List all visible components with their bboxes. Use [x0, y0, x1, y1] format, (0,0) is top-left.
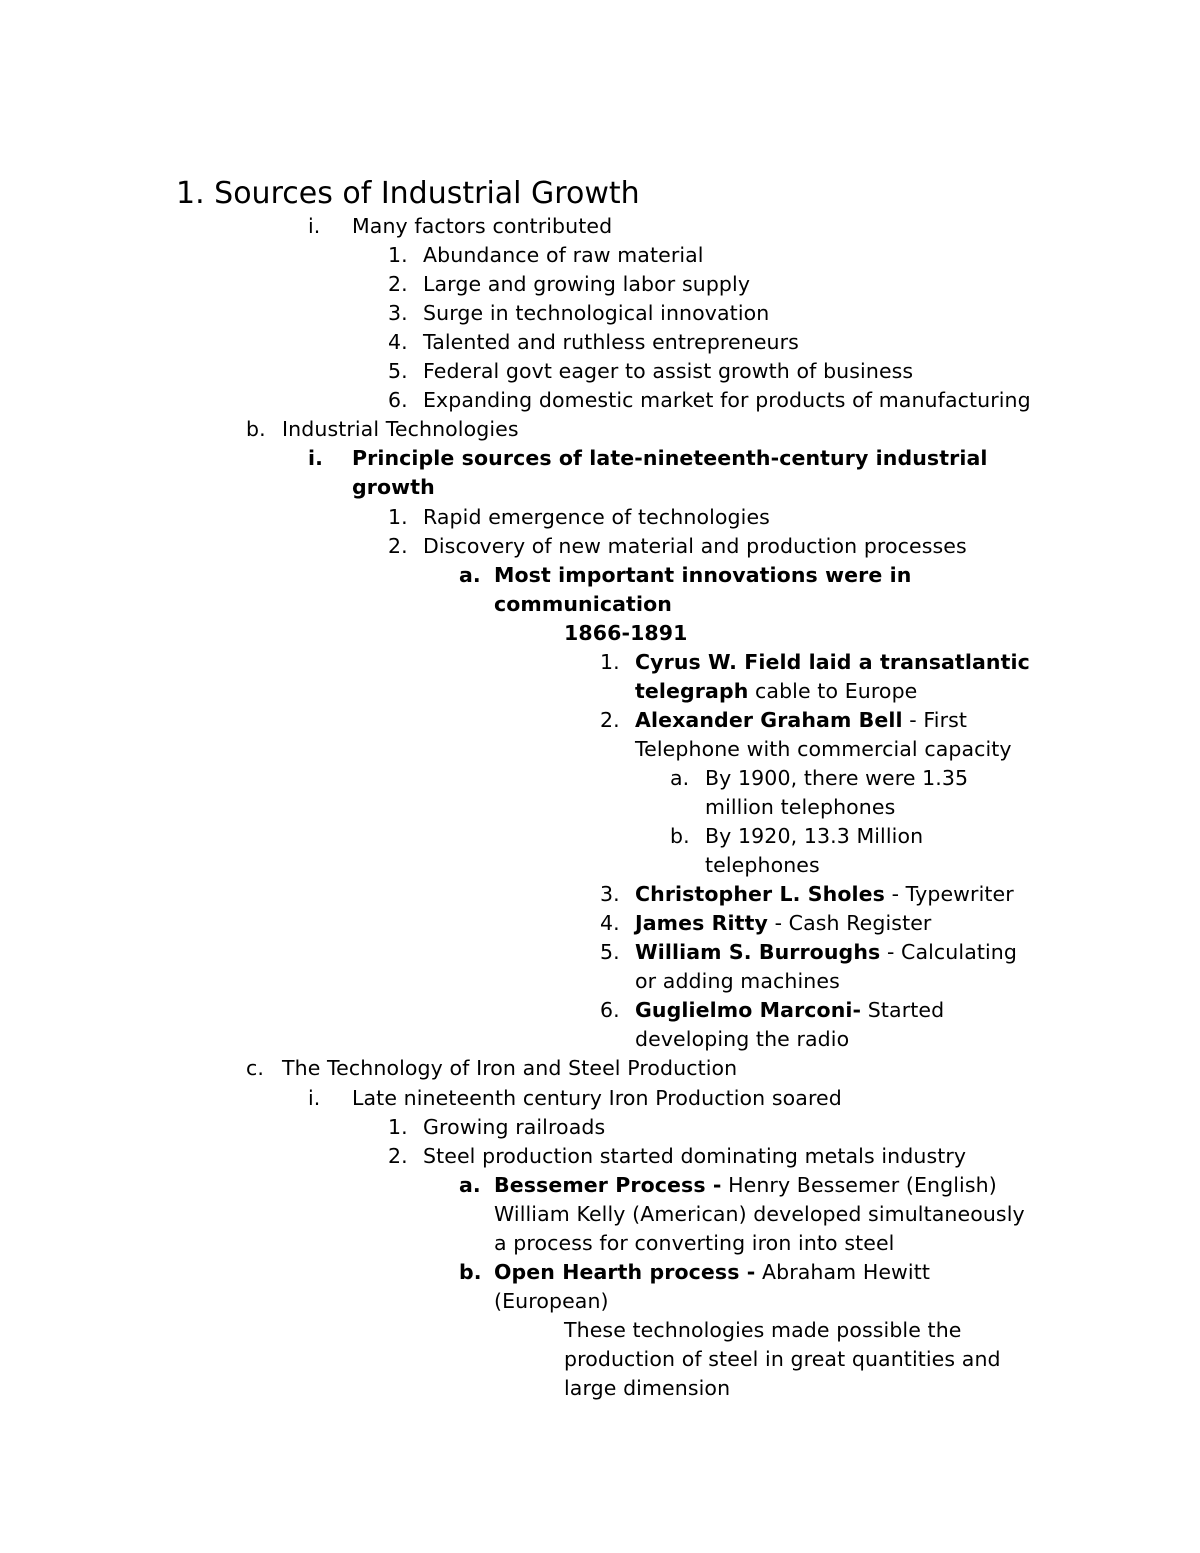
list-marker: 2.: [388, 534, 408, 558]
bold-text: communication: [494, 592, 672, 616]
outline-item: [423, 299, 769, 328]
section-heading: 1. Sources of Industrial Growth: [176, 176, 640, 211]
outline-item: [352, 473, 435, 502]
list-marker: 1.: [388, 1115, 408, 1139]
plain-text: (European): [494, 1289, 609, 1313]
plain-text: Discovery of new material and production processes: [423, 534, 967, 558]
outline-item: [635, 735, 1012, 764]
plain-text: telephones: [705, 853, 820, 877]
plain-text: Abundance of raw material: [423, 243, 704, 267]
list-marker: 1.: [600, 650, 620, 674]
list-marker: 1.: [388, 505, 408, 529]
outline-item: [635, 880, 1014, 909]
list-marker: 2.: [600, 708, 620, 732]
plain-text: By 1920, 13.3 Million: [705, 824, 924, 848]
outline-item: [564, 1316, 962, 1345]
plain-text: cable to Europe: [748, 679, 918, 703]
plain-text: Federal govt eager to assist growth of business: [423, 359, 914, 383]
plain-text: - Cash Register: [767, 911, 932, 935]
list-marker: 5.: [388, 359, 408, 383]
outline-item: [352, 1084, 842, 1113]
list-marker: b.: [246, 417, 266, 441]
list-marker: 2.: [388, 1144, 408, 1168]
plain-text: Telephone with commercial capacity: [635, 737, 1012, 761]
list-marker: i.: [308, 1086, 321, 1110]
bold-text: Christopher L. Sholes: [635, 882, 885, 906]
outline-item: [423, 503, 770, 532]
bold-text: Principle sources of late-nineteenth-century industrial: [352, 446, 988, 470]
list-marker: 5.: [600, 940, 620, 964]
plain-text: William Kelly (American) developed simultaneously: [494, 1202, 1025, 1226]
bold-text: Cyrus W. Field laid a transatlantic: [635, 650, 1030, 674]
outline-item: [282, 1054, 737, 1083]
outline-item: [635, 1025, 849, 1054]
outline-item: [494, 1258, 930, 1287]
bold-text: telegraph: [635, 679, 749, 703]
outline-item: [564, 619, 688, 648]
plain-text: - Typewriter: [884, 882, 1014, 906]
outline-item: [635, 677, 917, 706]
plain-text: developing the radio: [635, 1027, 850, 1051]
plain-text: Expanding domestic market for products of manufacturing: [423, 388, 1031, 412]
bold-text: William S. Burroughs: [635, 940, 881, 964]
plain-text: Large and growing labor supply: [423, 272, 751, 296]
outline-item: [494, 1200, 1025, 1229]
outline-item: [494, 590, 672, 619]
outline-item: [705, 851, 820, 880]
list-marker: 3.: [600, 882, 620, 906]
plain-text: Rapid emergence of technologies: [423, 505, 770, 529]
outline-item: [494, 1171, 997, 1200]
bold-text: Bessemer Process -: [494, 1173, 722, 1197]
plain-text: or adding machines: [635, 969, 840, 993]
list-marker: i.: [308, 446, 324, 470]
plain-text: Steel production started dominating metals industry: [423, 1144, 967, 1168]
list-marker: 4.: [600, 911, 620, 935]
list-marker: i.: [308, 214, 321, 238]
outline-item: [705, 793, 895, 822]
plain-text: large dimension: [564, 1376, 731, 1400]
outline-item: [423, 270, 750, 299]
outline-item: [423, 386, 1031, 415]
bold-text: growth: [352, 475, 435, 499]
list-marker: a.: [459, 1173, 481, 1197]
outline-item: [494, 1287, 609, 1316]
list-marker: 4.: [388, 330, 408, 354]
plain-text: Industrial Technologies: [282, 417, 519, 441]
bold-text: 1866-1891: [564, 621, 688, 645]
outline-item: [635, 706, 967, 735]
bold-text: Alexander Graham Bell: [635, 708, 903, 732]
plain-text: By 1900, there were 1.35: [705, 766, 969, 790]
outline-item: [635, 996, 944, 1025]
plain-text: - First: [902, 708, 968, 732]
plain-text: Henry Bessemer (English): [721, 1173, 997, 1197]
outline-item: [635, 909, 931, 938]
bold-text: James Ritty: [635, 911, 768, 935]
outline-item: [352, 444, 988, 473]
plain-text: Started: [861, 998, 945, 1022]
plain-text: production of steel in great quantities and: [564, 1347, 1001, 1371]
list-marker: b.: [459, 1260, 482, 1284]
plain-text: - Calculating: [880, 940, 1017, 964]
list-marker: 2.: [388, 272, 408, 296]
list-marker: 6.: [600, 998, 620, 1022]
outline-item: [423, 532, 967, 561]
plain-text: The Technology of Iron and Steel Production: [282, 1056, 738, 1080]
plain-text: a process for converting iron into steel: [494, 1231, 895, 1255]
list-marker: a.: [670, 766, 690, 790]
outline-item: [423, 357, 913, 386]
plain-text: Talented and ruthless entrepreneurs: [423, 330, 799, 354]
outline-item: [635, 648, 1030, 677]
list-marker: 3.: [388, 301, 408, 325]
plain-text: Abraham Hewitt: [755, 1260, 930, 1284]
bold-text: Open Hearth process -: [494, 1260, 756, 1284]
plain-text: Surge in technological innovation: [423, 301, 770, 325]
outline-item: [423, 328, 799, 357]
list-marker: 1.: [388, 243, 408, 267]
outline-item: [705, 764, 968, 793]
plain-text: Late nineteenth century Iron Production soared: [352, 1086, 842, 1110]
outline-item: [494, 561, 911, 590]
list-marker: a.: [459, 563, 481, 587]
plain-text: Growing railroads: [423, 1115, 606, 1139]
list-marker: b.: [670, 824, 690, 848]
plain-text: million telephones: [705, 795, 896, 819]
outline-item: [423, 1142, 966, 1171]
list-marker: 6.: [388, 388, 408, 412]
outline-item: [423, 1113, 605, 1142]
plain-text: These technologies made possible the: [564, 1318, 962, 1342]
outline-item: [635, 967, 840, 996]
plain-text: Many factors contributed: [352, 214, 613, 238]
outline-item: [635, 938, 1017, 967]
outline-item: [494, 1229, 894, 1258]
bold-text: Guglielmo Marconi-: [635, 998, 862, 1022]
outline-item: [564, 1374, 730, 1403]
bold-text: Most important innovations were in: [494, 563, 912, 587]
outline-item: [705, 822, 923, 851]
outline-item: [352, 212, 612, 241]
outline-item: [564, 1345, 1001, 1374]
list-marker: c.: [246, 1056, 264, 1080]
outline-item: [282, 415, 519, 444]
outline-item: [423, 241, 704, 270]
